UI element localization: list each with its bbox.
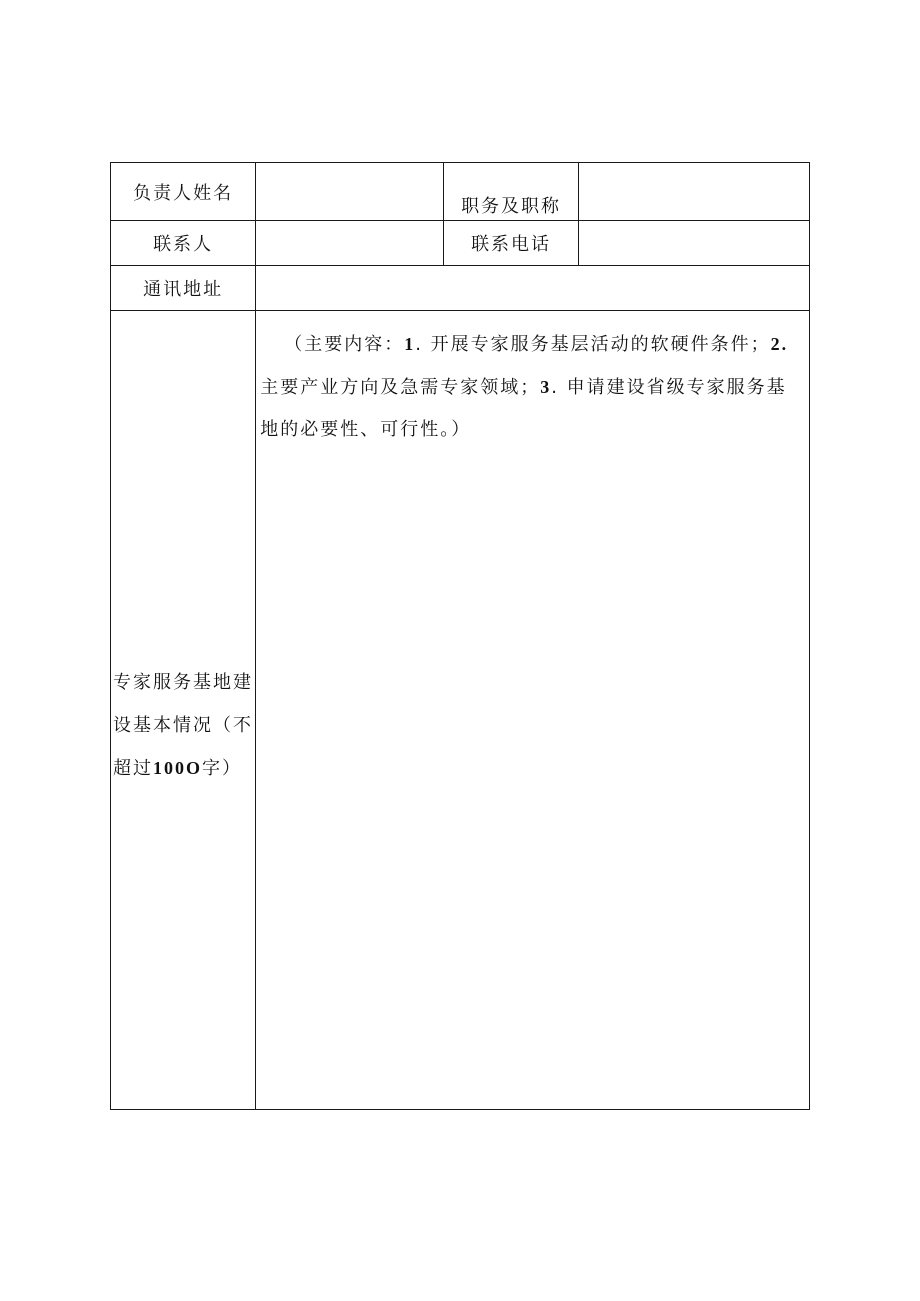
position-title-field[interactable] [578,163,809,221]
application-form-table [110,162,810,1110]
content-seg-1: （主要内容： [284,334,405,355]
phone-label: 联系电话 [444,221,578,266]
contact-field[interactable] [256,221,444,266]
content-seg-3: 主要产业方向及急需专家领域； [260,377,541,398]
content-seg-4: . 申请建设省级专家服务基地的必要性、可行性。） [260,377,787,440]
basic-info-label-part1: 专家服务基地建设基本情况（不超过 [113,671,253,779]
content-seg-2: . 开展专家服务基层活动的软硬件条件； [415,334,771,355]
address-label: 通讯地址 [111,266,256,311]
position-title-label: 职务及职称 [461,196,562,217]
basic-info-label-number: 100O [153,757,203,778]
basic-info-label-part2: 字） [202,757,243,779]
position-title-label-cell [444,163,578,221]
contact-label: 联系人 [111,221,256,266]
principal-name-field[interactable] [256,163,444,221]
form-row-principal [111,163,810,221]
form-row-basic-info [111,311,810,1110]
address-field[interactable] [256,266,810,311]
form-row-address [111,266,810,311]
content-num-1: 1 [404,334,416,354]
basic-info-label [111,311,256,1110]
content-num-2: 2. [770,334,789,354]
principal-name-label: 负责人姓名 [111,163,256,221]
basic-info-content-field[interactable] [256,311,810,1110]
form-row-contact [111,221,810,266]
phone-field[interactable] [578,221,809,266]
content-num-3: 3 [540,377,552,397]
